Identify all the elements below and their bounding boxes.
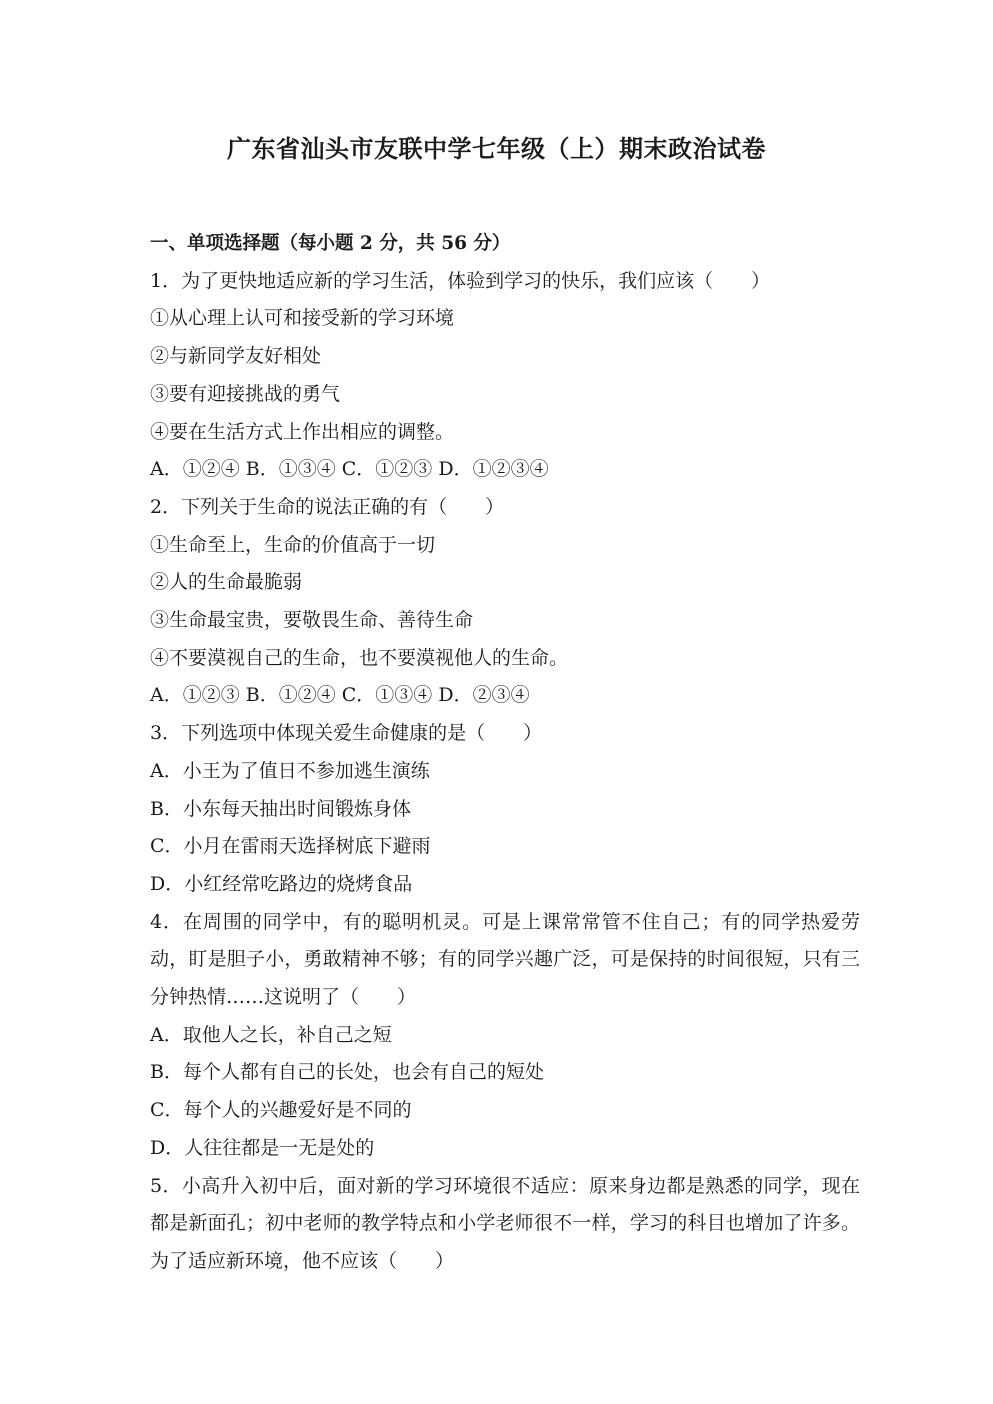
question-stem: 2．下列关于生命的说法正确的有（ ） xyxy=(150,495,505,518)
question-statement: ①从心理上认可和接受新的学习环境 xyxy=(150,307,455,330)
question-statement: ④不要漠视自己的生命，也不要漠视他人的生命。 xyxy=(150,646,569,669)
answer-option-d: D．人往往都是一无是处的 xyxy=(150,1136,375,1159)
exam-content xyxy=(150,225,860,1281)
question-stem: 4．在周围的同学中，有的聪明机灵。可是上课常常管不住自己；有的同学热爱劳动，盯是胆子小，勇敢精神不够；有的同学兴趣广泛，可是保持的时间很短，只有三分钟热情……这说明了（ ） xyxy=(150,910,860,1009)
question-stem: 1．为了更快地适应新的学习生活，体验到学习的快乐，我们应该（ ） xyxy=(150,269,771,292)
answer-options: A．①②③ B．①②④ C．①③④ D．②③④ xyxy=(150,684,530,707)
question-statement: ②人的生命最脆弱 xyxy=(150,571,303,594)
answer-option-a: A．小王为了值日不参加逃生演练 xyxy=(150,759,430,782)
question-statement: ③要有迎接挑战的勇气 xyxy=(150,382,341,405)
question-statement: ③生命最宝贵，要敬畏生命、善待生命 xyxy=(150,609,474,632)
question-statement: ①生命至上，生命的价值高于一切 xyxy=(150,533,436,556)
question-5 xyxy=(150,1168,860,1281)
question-3 xyxy=(150,715,860,904)
answer-options: A．①②④ B．①③④ C．①②③ D．①②③④ xyxy=(150,458,549,481)
question-stem: 3．下列选项中体现关爱生命健康的是（ ） xyxy=(150,722,543,745)
answer-option-c: C．小月在雷雨天选择树底下避雨 xyxy=(150,835,431,858)
question-stem: 5．小高升入初中后，面对新的学习环境很不适应：原来身边都是熟悉的同学，现在都是新面孔；初中老师的教学特点和小学老师很不一样，学习的科目也增加了许多。为了适应新环境，他不应该（ ） xyxy=(150,1174,860,1272)
answer-option-b: B．小东每天抽出时间锻炼身体 xyxy=(150,797,411,820)
question-statement: ②与新同学友好相处 xyxy=(150,345,322,368)
answer-option-a: A．取他人之长，补自己之短 xyxy=(150,1023,392,1046)
exam-title: 广东省汕头市友联中学七年级（上）期末政治试卷 xyxy=(227,134,766,163)
answer-option-b: B．每个人都有自己的长处，也会有自己的短处 xyxy=(150,1061,544,1084)
section-heading: 一、单项选择题（每小题 2 分，共 56 分） xyxy=(150,233,511,254)
answer-option-d: D．小红经常吃路边的烧烤食品 xyxy=(150,872,413,895)
answer-option-c: C．每个人的兴趣爱好是不同的 xyxy=(150,1099,412,1122)
question-statement: ④要在生活方式上作出相应的调整。 xyxy=(150,420,455,443)
question-2 xyxy=(150,489,860,715)
question-1 xyxy=(150,263,860,489)
question-4 xyxy=(150,904,860,1168)
